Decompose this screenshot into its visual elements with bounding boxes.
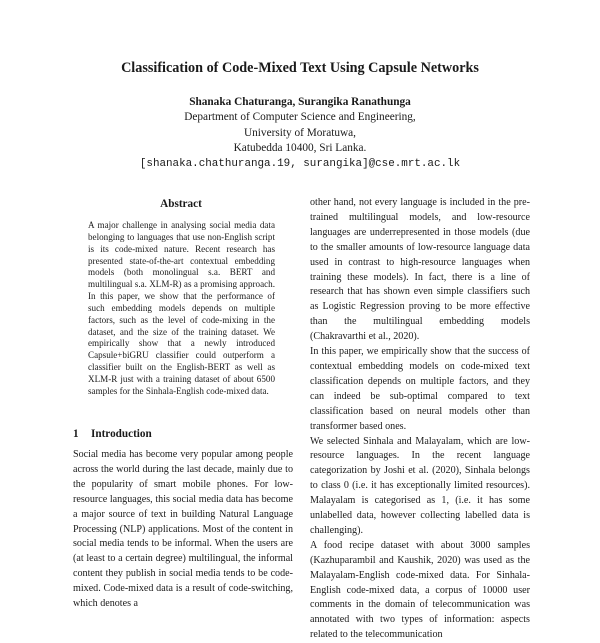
affiliation-university: University of Moratuwa,: [243, 126, 356, 139]
abstract-heading: Abstract: [160, 198, 202, 210]
affiliation-department: Department of Computer Science and Engineering,: [184, 111, 416, 124]
right-column: [310, 196, 530, 643]
paragraph-contribution: In this paper, we empirically show that the success of contextual embedding models on code-mixed text classification depends on multiple factors, and they can indeed be sub-optimal compared to text classification based on neural models other than transformer based ones.: [310, 346, 530, 432]
author-names: Shanaka Chaturanga, Surangika Ranathunga: [189, 96, 411, 108]
section-number: 1: [73, 428, 79, 440]
paragraph-languages: We selected Sinhala and Malayalam, which are low-resource languages. In the recent language categorization by Joshi et al. (2020), Sinhala belongs to class 0 (i.e. it has exceptionally limited resources). Malayalam is categorised as 1, (i.e. it has some unlabelled data, however collecting labelled data is challenging).: [310, 435, 530, 536]
abstract-text: A major challenge in analysing social media data belonging to languages that use non-English script is its code-mixed nature. Recent research has presented state-of-the-art contextual embedding models (both monolingual s.a. BERT and multilingual s.a. XLM-R) as a promising approach. In this paper, we show that the performance of such embedding models depends on multiple factors, such as the level of code-mixing in the dataset, and the size of the training dataset. We empirically show that a newly introduced Capsule+biGRU classifier could outperform a classifier built on the English-BERT as well as XLM-R just with a training dataset of about 6500 samples for the Sinhala-English code-mixed data.: [88, 220, 275, 396]
introduction-paragraph: Social media has become very popular among people across the world during the last decade, mainly due to the popularity of smart mobile phones. For low-resource languages, this social media data has become a major source of text in building Natural Language Processing (NLP) applications. Most of the content in social media tends to be informal. When the users are (at least to a certain degree) multilingual, the informal content they publish in social media tends to be code-mixed. Code-mixed data is a result of code-switching, which denotes a: [73, 449, 293, 610]
introduction-heading: [73, 428, 293, 440]
paragraph-multilingual-models: other hand, not every language is included in the pre-trained multilingual models, and low-resource languages are underrepresented in those models (due to the smaller amounts of low-resource language data used in contrast to high-resource languages when training these models). In fact, there is a line of research that has shown even simple classifiers such as Logistic Regression proving to be more effective than the multilingual embedding models (Chakravarthi et al., 2020).: [310, 197, 530, 343]
section-title: Introduction: [91, 428, 152, 440]
paper-title: Classification of Code-Mixed Text Using Capsule Networks: [121, 60, 479, 76]
affiliation-address: Katubedda 10400, Sri Lanka.: [233, 142, 367, 155]
paragraph-datasets: A food recipe dataset with about 3000 samples (Kazhuparambil and Kaushik, 2020) was used as the Malayalam-English code-mixed data. For Sinhala-English code-mixed data, a corpus of 10000 user comments in the domain of telecommunication was annotated with two types of information: aspects related to the telecommunication: [310, 539, 530, 641]
author-email: [shanaka.chathuranga.19, surangika]@cse.mrt.ac.lk: [139, 157, 461, 170]
author-block: [0, 95, 600, 172]
